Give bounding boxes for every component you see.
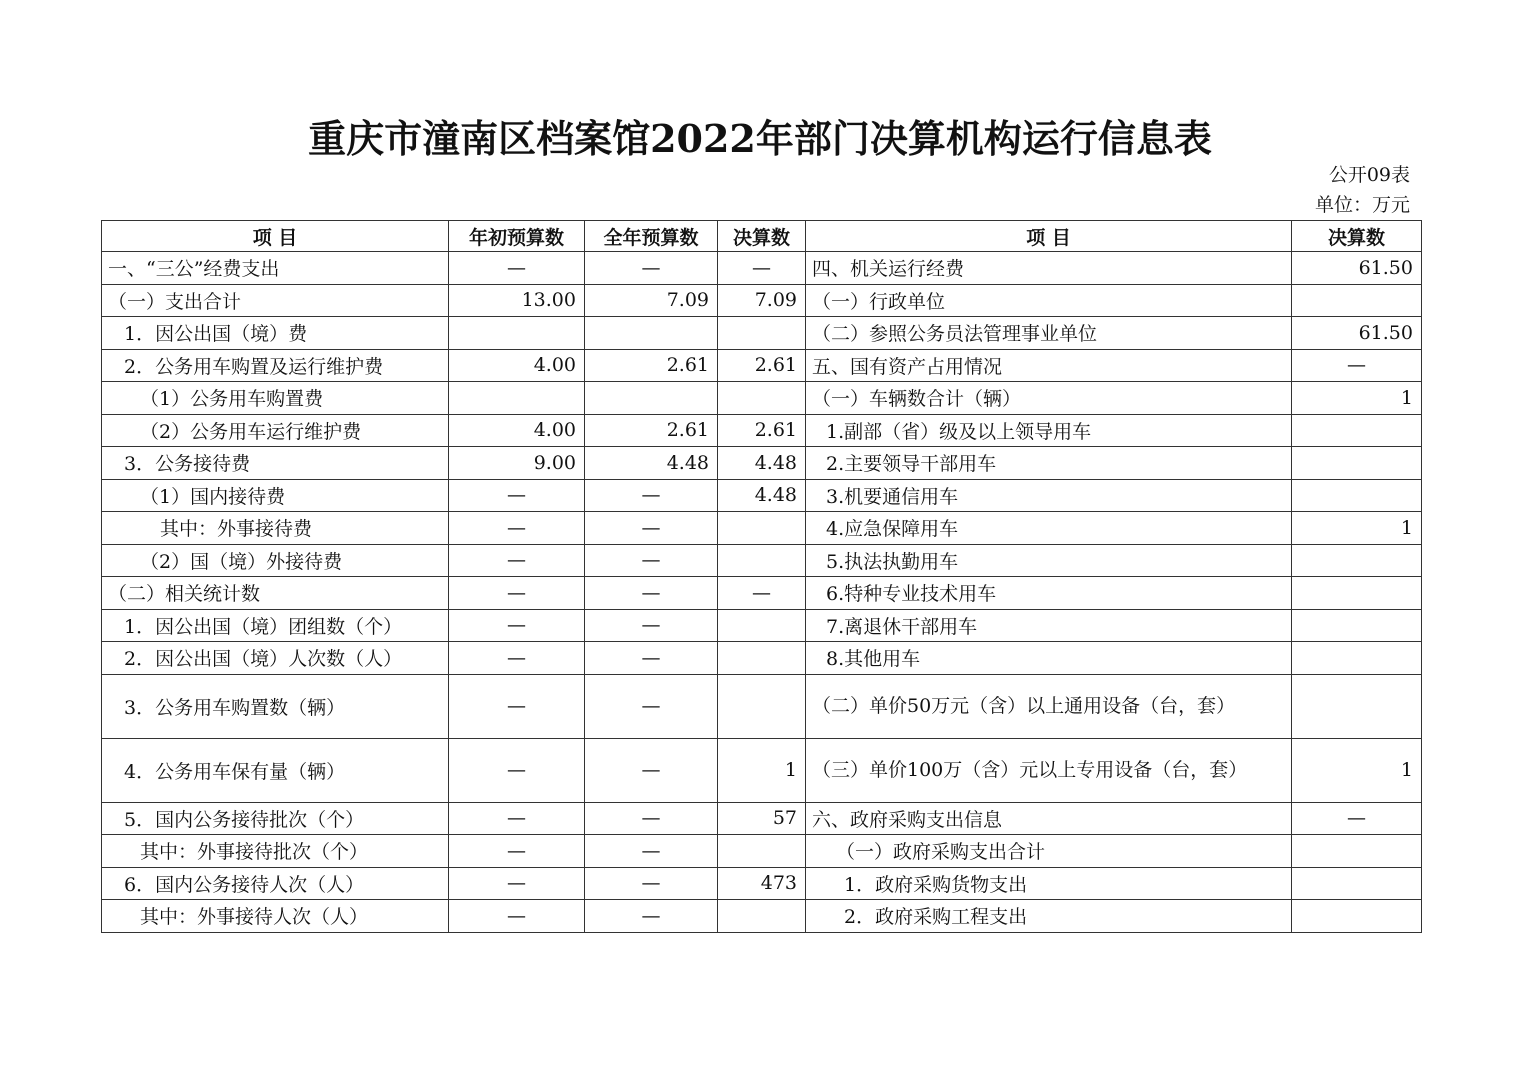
right-item: 1.副部（省）级及以上领导用车 [806, 414, 1292, 447]
budget-initial-cell: — [449, 252, 585, 285]
final-right-cell [1292, 479, 1422, 512]
budget-initial-cell: — [449, 674, 585, 738]
table-row [102, 835, 1422, 868]
table-row [102, 738, 1422, 802]
table-row [102, 674, 1422, 738]
budget-full-cell [585, 382, 718, 415]
table-row [102, 479, 1422, 512]
table-row [102, 512, 1422, 545]
right-item: （一）政府采购支出合计 [806, 835, 1292, 868]
budget-initial-cell: — [449, 802, 585, 835]
budget-initial-cell: — [449, 867, 585, 900]
final-right-cell [1292, 867, 1422, 900]
final-left-cell: — [718, 252, 806, 285]
budget-initial-cell: — [449, 512, 585, 545]
final-right-cell: 61.50 [1292, 252, 1422, 285]
final-left-cell: 4.48 [718, 447, 806, 480]
right-item: 4.应急保障用车 [806, 512, 1292, 545]
final-left-cell: — [718, 577, 806, 610]
left-item: 1．因公出国（境）费 [102, 317, 449, 350]
final-right-cell [1292, 674, 1422, 738]
final-right-cell: — [1292, 802, 1422, 835]
budget-full-cell: — [585, 642, 718, 675]
table-row [102, 317, 1422, 350]
table-row [102, 609, 1422, 642]
left-item: （1）国内接待费 [102, 479, 449, 512]
final-right-cell: — [1292, 349, 1422, 382]
table-row [102, 642, 1422, 675]
final-left-cell [718, 317, 806, 350]
budget-full-cell [585, 317, 718, 350]
final-left-cell [718, 512, 806, 545]
budget-full-cell: — [585, 479, 718, 512]
right-item: 8.其他用车 [806, 642, 1292, 675]
right-item: （二）单价50万元（含）以上通用设备（台，套） [806, 674, 1292, 738]
budget-full-cell: 2.61 [585, 349, 718, 382]
budget-full-cell: 4.48 [585, 447, 718, 480]
final-left-cell: 473 [718, 867, 806, 900]
final-right-cell [1292, 642, 1422, 675]
budget-full-cell: — [585, 609, 718, 642]
budget-full-cell: — [585, 867, 718, 900]
budget-full-cell: — [585, 674, 718, 738]
right-item: 五、国有资产占用情况 [806, 349, 1292, 382]
header-budget-initial: 年初预算数 [449, 221, 585, 252]
budget-initial-cell: 9.00 [449, 447, 585, 480]
budget-initial-cell: — [449, 609, 585, 642]
unit-label: 单位：万元 [1314, 194, 1410, 216]
left-item: 其中：外事接待批次（个） [102, 835, 449, 868]
table-row [102, 802, 1422, 835]
left-item: 4．公务用车保有量（辆） [102, 738, 449, 802]
table-row [102, 577, 1422, 610]
table-header-row [102, 221, 1422, 252]
final-left-cell [718, 544, 806, 577]
left-item: （一）支出合计 [102, 284, 449, 317]
budget-full-cell: — [585, 512, 718, 545]
right-item: 6.特种专业技术用车 [806, 577, 1292, 610]
header-final-right: 决算数 [1292, 221, 1422, 252]
right-item: 1．政府采购货物支出 [806, 867, 1292, 900]
header-item-right: 项 目 [806, 221, 1292, 252]
left-item: 6．国内公务接待人次（人） [102, 867, 449, 900]
final-left-cell [718, 900, 806, 933]
final-right-cell: 1 [1292, 738, 1422, 802]
right-item: （二）参照公务员法管理事业单位 [806, 317, 1292, 350]
budget-initial-cell: 4.00 [449, 414, 585, 447]
table-row [102, 447, 1422, 480]
final-left-cell: 4.48 [718, 479, 806, 512]
budget-full-cell: — [585, 900, 718, 933]
table-row [102, 284, 1422, 317]
right-item: 六、政府采购支出信息 [806, 802, 1292, 835]
final-right-cell: 1 [1292, 382, 1422, 415]
final-left-cell [718, 382, 806, 415]
budget-full-cell: — [585, 577, 718, 610]
table-row [102, 252, 1422, 285]
final-left-cell [718, 609, 806, 642]
final-right-cell [1292, 447, 1422, 480]
table-row [102, 349, 1422, 382]
header-item-left: 项 目 [102, 221, 449, 252]
budget-initial-cell: — [449, 577, 585, 610]
budget-full-cell: — [585, 835, 718, 868]
table-row [102, 544, 1422, 577]
form-number: 公开09表 [1328, 164, 1410, 186]
final-right-cell: 61.50 [1292, 317, 1422, 350]
left-item: 5．国内公务接待批次（个） [102, 802, 449, 835]
right-item: 2．政府采购工程支出 [806, 900, 1292, 933]
final-right-cell [1292, 900, 1422, 933]
final-left-cell: 1 [718, 738, 806, 802]
final-right-cell [1292, 414, 1422, 447]
right-item: （一）车辆数合计（辆） [806, 382, 1292, 415]
budget-full-cell: — [585, 738, 718, 802]
right-item: 7.离退休干部用车 [806, 609, 1292, 642]
left-item: 2．公务用车购置及运行维护费 [102, 349, 449, 382]
left-item: 3．公务用车购置数（辆） [102, 674, 449, 738]
table-row [102, 900, 1422, 933]
right-item: 2.主要领导干部用车 [806, 447, 1292, 480]
budget-initial-cell: — [449, 900, 585, 933]
table-row [102, 867, 1422, 900]
left-item: 其中：外事接待人次（人） [102, 900, 449, 933]
final-right-cell [1292, 577, 1422, 610]
final-left-cell [718, 674, 806, 738]
table-row [102, 382, 1422, 415]
budget-initial-cell: — [449, 479, 585, 512]
budget-full-cell: 7.09 [585, 284, 718, 317]
right-item: （三）单价100万（含）元以上专用设备（台，套） [806, 738, 1292, 802]
budget-full-cell: — [585, 252, 718, 285]
right-item: 3.机要通信用车 [806, 479, 1292, 512]
final-left-cell: 57 [718, 802, 806, 835]
table-row [102, 414, 1422, 447]
left-item: 一、“三公”经费支出 [102, 252, 449, 285]
budget-initial-cell [449, 382, 585, 415]
left-item: （二）相关统计数 [102, 577, 449, 610]
budget-initial-cell: 13.00 [449, 284, 585, 317]
final-right-cell [1292, 835, 1422, 868]
right-item: 四、机关运行经费 [806, 252, 1292, 285]
final-right-cell: 1 [1292, 512, 1422, 545]
page-title: 重庆市潼南区档案馆2022年部门决算机构运行信息表 [308, 116, 1212, 161]
final-left-cell: 7.09 [718, 284, 806, 317]
left-item: 3．公务接待费 [102, 447, 449, 480]
budget-full-cell: 2.61 [585, 414, 718, 447]
budget-initial-cell: — [449, 835, 585, 868]
final-left-cell: 2.61 [718, 414, 806, 447]
budget-initial-cell: — [449, 544, 585, 577]
final-left-cell [718, 835, 806, 868]
final-left-cell [718, 642, 806, 675]
left-item: （2）国（境）外接待费 [102, 544, 449, 577]
budget-initial-cell: — [449, 642, 585, 675]
final-right-cell [1292, 284, 1422, 317]
budget-table [101, 220, 1422, 933]
final-right-cell [1292, 544, 1422, 577]
right-item: 5.执法执勤用车 [806, 544, 1292, 577]
header-final-left: 决算数 [718, 221, 806, 252]
header-budget-full: 全年预算数 [585, 221, 718, 252]
left-item: （2）公务用车运行维护费 [102, 414, 449, 447]
budget-initial-cell [449, 317, 585, 350]
budget-full-cell: — [585, 544, 718, 577]
left-item: 其中：外事接待费 [102, 512, 449, 545]
budget-initial-cell: 4.00 [449, 349, 585, 382]
final-left-cell: 2.61 [718, 349, 806, 382]
left-item: 2．因公出国（境）人次数（人） [102, 642, 449, 675]
left-item: （1）公务用车购置费 [102, 382, 449, 415]
budget-initial-cell: — [449, 738, 585, 802]
left-item: 1．因公出国（境）团组数（个） [102, 609, 449, 642]
budget-full-cell: — [585, 802, 718, 835]
final-right-cell [1292, 609, 1422, 642]
right-item: （一）行政单位 [806, 284, 1292, 317]
